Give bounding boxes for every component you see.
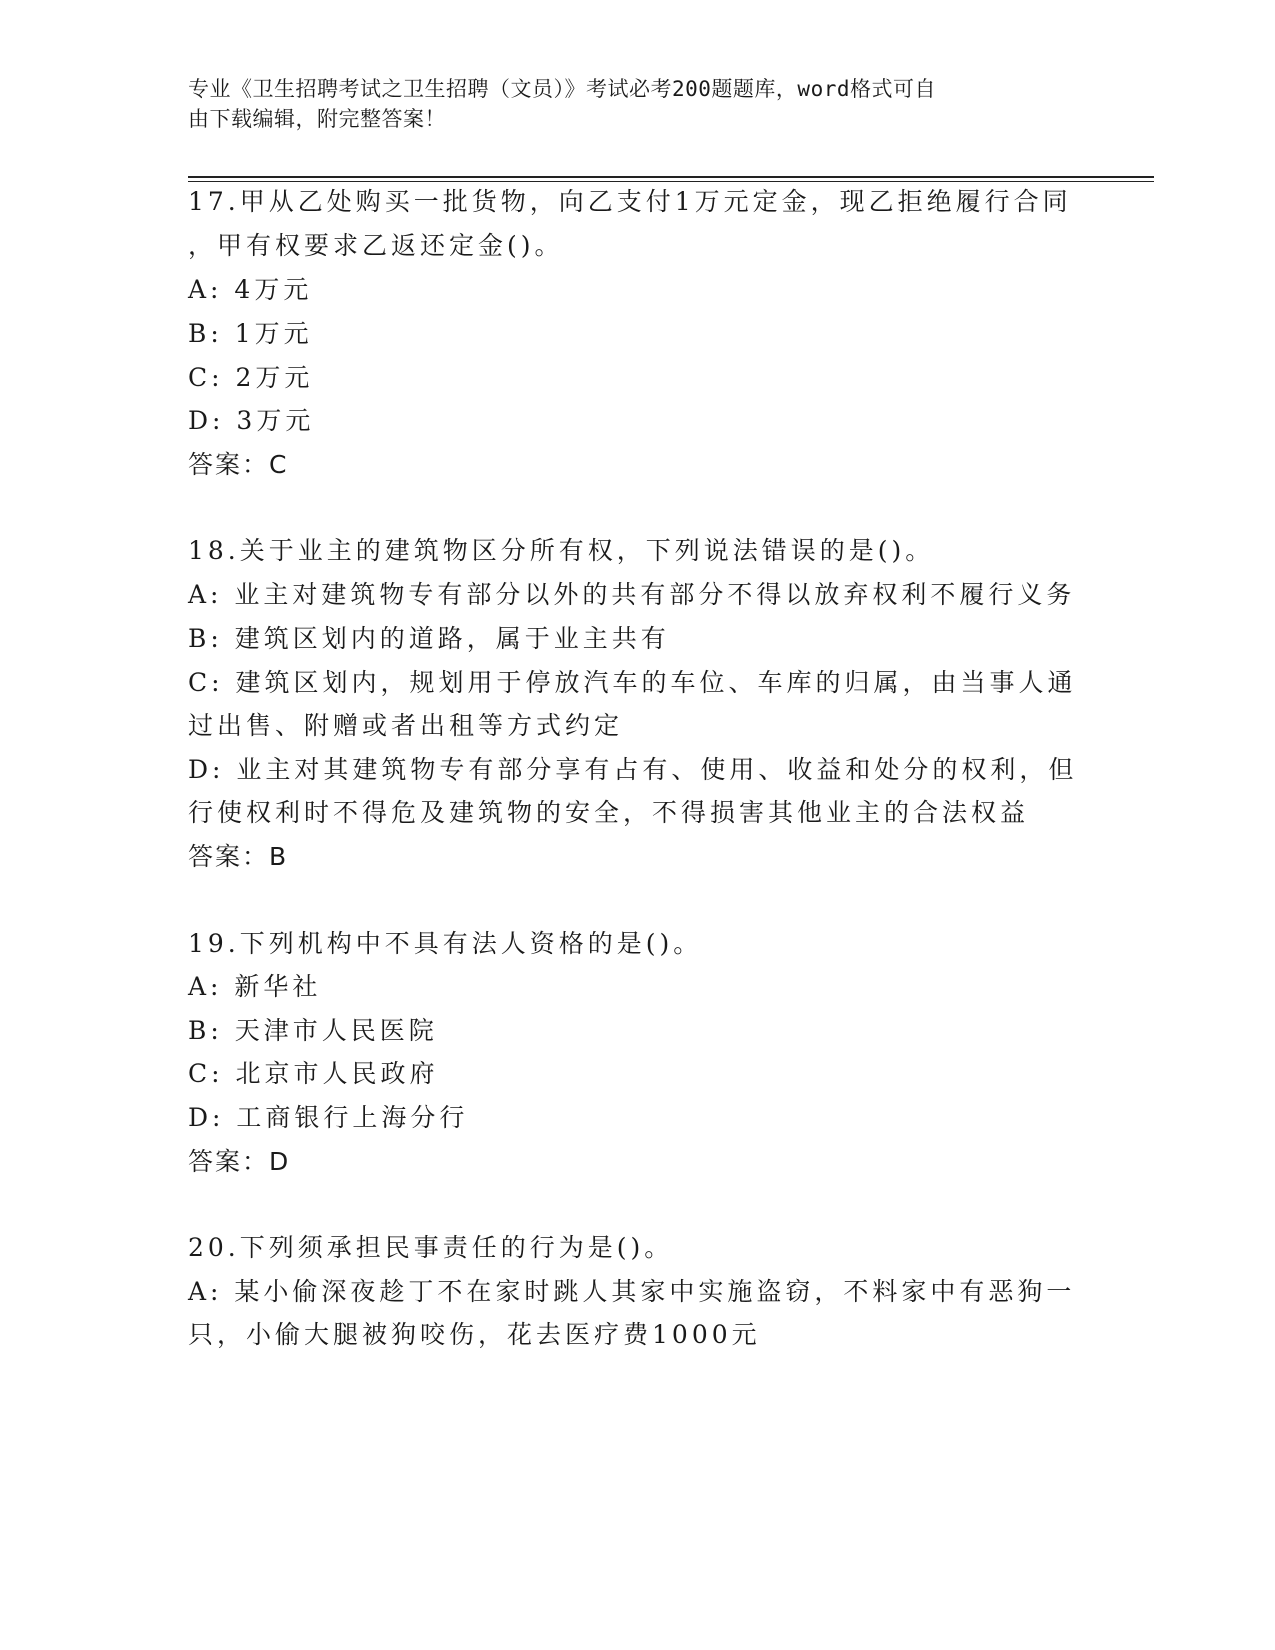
q18-option-b: B: 建筑区划内的道路，属于业主共有: [188, 624, 670, 653]
q18-option-c-line-1: C: 建筑区划内，规划用于停放汽车的车位、车库的归属，由当事人通: [188, 668, 1077, 697]
q17-option-a: A: 4万元: [188, 275, 313, 304]
q17-stem-line-1: 17.甲从乙处购买一批货物，向乙支付1万元定金，现乙拒绝履行合同: [188, 187, 1072, 216]
document-header: [188, 74, 1068, 134]
q19-answer: 答案：D: [188, 1147, 291, 1176]
q17-option-c: C: 2万元: [188, 363, 314, 392]
q18-option-a: A: 业主对建筑物专有部分以外的共有部分不得以放弃权利不履行义务: [188, 580, 1076, 609]
q17-answer: 答案：C: [188, 450, 289, 479]
q19-option-b: B: 天津市人民医院: [188, 1016, 438, 1045]
q19-stem-line-1: 19.下列机构中不具有法人资格的是()。: [188, 929, 703, 958]
q18-answer: 答案：B: [188, 842, 289, 871]
q19-option-c: C: 北京市人民政府: [188, 1059, 439, 1088]
header-divider-thin: [188, 181, 1154, 182]
q18-option-d-line-1: D: 业主对其建筑物专有部分享有占有、使用、收益和处分的权利，但: [188, 755, 1078, 784]
q18-option-d-line-2: 行使权利时不得危及建筑物的安全，不得损害其他业主的合法权益: [188, 798, 1030, 827]
q20-option-a-line-2: 只，小偷大腿被狗咬伤，花去医疗费1000元: [188, 1320, 761, 1349]
header-divider-thick: [188, 176, 1154, 178]
q17-stem-line-2: ，甲有权要求乙返还定金()。: [188, 231, 564, 260]
header-line-1: 专业《卫生招聘考试之卫生招聘（文员）》考试必考200题题库，word格式可自: [188, 77, 936, 101]
q19-option-a: A: 新华社: [188, 972, 322, 1001]
q18-stem-line-1: 18.关于业主的建筑物区分所有权，下列说法错误的是()。: [188, 536, 935, 565]
q18-option-c-line-2: 过出售、附赠或者出租等方式约定: [188, 711, 624, 740]
q20-stem-line-1: 20.下列须承担民事责任的行为是()。: [188, 1233, 674, 1262]
header-line-2: 由下载编辑，附完整答案！: [188, 107, 446, 131]
q17-option-b: B: 1万元: [188, 319, 313, 348]
q19-option-d: D: 工商银行上海分行: [188, 1103, 469, 1132]
q20-option-a-line-1: A: 某小偷深夜趁丁不在家时跳人其家中实施盗窃，不料家中有恶狗一: [188, 1277, 1076, 1306]
q17-option-d: D: 3万元: [188, 406, 315, 435]
